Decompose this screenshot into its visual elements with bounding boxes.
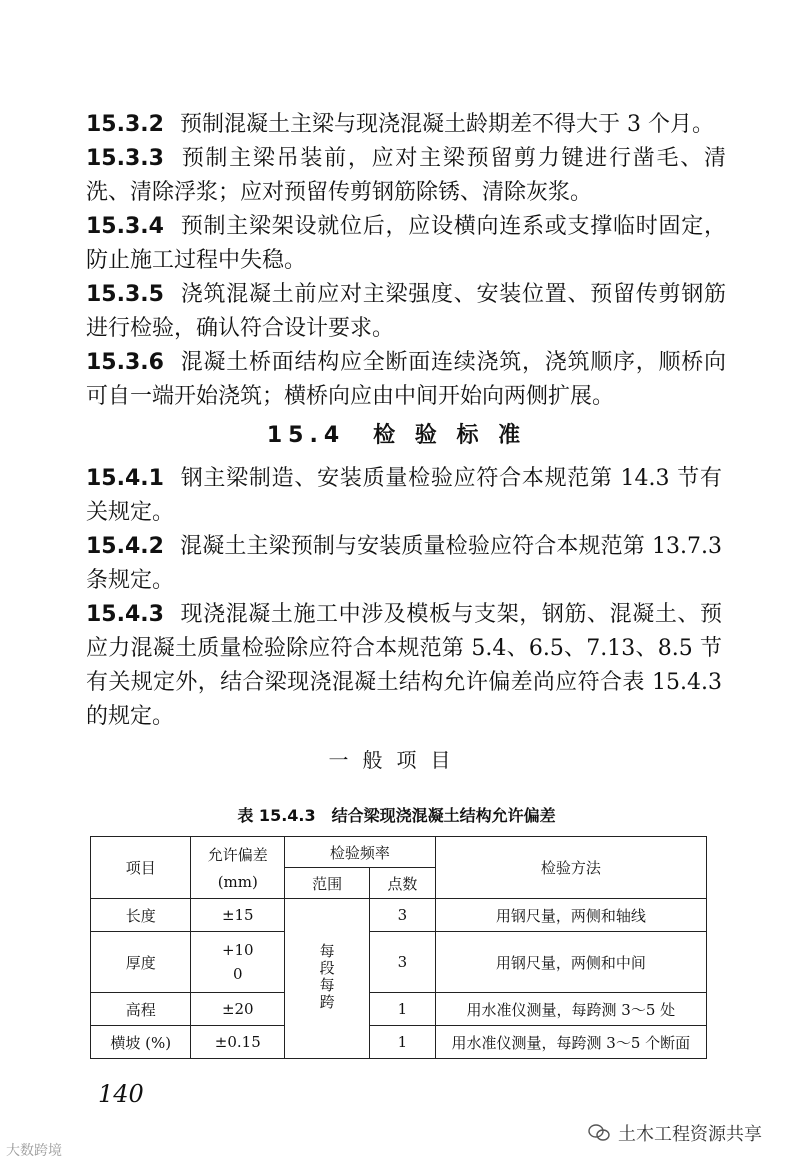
clause-text: 预制主梁架设就位后，应设横向连系或支撑临时固定，防止施工过程中失稳。 xyxy=(86,214,726,273)
table-row xyxy=(91,993,707,1026)
clause xyxy=(86,210,726,278)
table-row xyxy=(91,1026,707,1059)
clause xyxy=(86,530,722,598)
cell-item: 厚度 xyxy=(91,932,191,993)
cell-tolerance: ±0.15 xyxy=(191,1026,285,1059)
tolerance-plus: +10 xyxy=(221,941,254,959)
wechat-icon xyxy=(588,1124,610,1142)
clause xyxy=(86,462,722,530)
clause-text: 混凝土桥面结构应全断面连续浇筑，浇筑顺序，顺桥向可自一端开始浇筑；横桥向应由中间开始向两侧扩展。 xyxy=(86,350,726,409)
clause-number: 15.4.3 xyxy=(86,602,164,627)
cell-tolerance xyxy=(191,932,285,993)
clause-text: 混凝土主梁预制与安装质量检验应符合本规范第 13.7.3 条规定。 xyxy=(86,534,722,593)
cell-method: 用钢尺量，两侧和轴线 xyxy=(435,899,706,932)
section-title: 15.4 检 验 标 准 xyxy=(266,423,527,448)
table-row xyxy=(91,899,707,932)
cell-method: 用水准仪测量，每跨测 3～5 个断面 xyxy=(435,1026,706,1059)
cell-points: 3 xyxy=(370,899,436,932)
table-caption: 表 15.4.3 结合梁现浇混凝土结构允许偏差 xyxy=(237,806,556,825)
clause xyxy=(86,278,726,346)
clause-number: 15.3.5 xyxy=(86,282,164,307)
cell-points: 1 xyxy=(370,1026,436,1059)
clause-text: 预制混凝土主梁与现浇混凝土龄期差不得大于 3 个月。 xyxy=(179,112,714,137)
clause xyxy=(86,598,722,734)
clauses-15-3 xyxy=(86,108,726,414)
range-value: 每段每跨 xyxy=(317,942,336,1011)
clause-text: 预制主梁吊装前，应对主梁预留剪力键进行凿毛、清洗、清除浮浆；应对预留传剪钢筋除锈、清除灰浆。 xyxy=(86,146,726,205)
cell-tolerance: ±15 xyxy=(191,899,285,932)
cell-item: 横坡 (%) xyxy=(91,1026,191,1059)
clause-number: 15.3.4 xyxy=(86,214,164,239)
header-range: 范围 xyxy=(285,868,370,899)
watermark-right xyxy=(588,1120,762,1146)
clause-number: 15.3.6 xyxy=(86,350,164,375)
watermark-left: 大数跨境 xyxy=(6,1143,62,1159)
cell-range xyxy=(285,899,370,1059)
cell-tolerance: ±20 xyxy=(191,993,285,1026)
page-number: 140 xyxy=(98,1080,144,1108)
header-points: 点数 xyxy=(370,868,436,899)
header-item: 项目 xyxy=(91,837,191,899)
header-frequency: 检验频率 xyxy=(285,837,436,868)
clause-number: 15.4.1 xyxy=(86,466,164,491)
cell-item: 长度 xyxy=(91,899,191,932)
clause-number: 15.3.2 xyxy=(86,112,164,137)
cell-points: 1 xyxy=(370,993,436,1026)
cell-method: 用钢尺量，两侧和中间 xyxy=(435,932,706,993)
clause-text: 现浇混凝土施工中涉及模板与支架，钢筋、混凝土、预应力混凝土质量检验除应符合本规范第 5.4、6.5、7.13、8.5 节有关规定外，结合梁现浇混凝土结构允许偏差尚应符合表 15.4.3 的规定。 xyxy=(86,602,722,729)
clause xyxy=(86,346,726,414)
cell-method: 用水准仪测量，每跨测 3～5 处 xyxy=(435,993,706,1026)
header-tolerance xyxy=(191,837,285,899)
tolerance-table xyxy=(90,836,707,1059)
clause-text: 浇筑混凝土前应对主梁强度、安装位置、预留传剪钢筋进行检验，确认符合设计要求。 xyxy=(86,282,726,341)
header-tolerance-label: 允许偏差 xyxy=(207,846,268,864)
header-tolerance-unit: (mm) xyxy=(217,873,258,891)
table-row xyxy=(91,932,707,993)
watermark-right-text: 土木工程资源共享 xyxy=(618,1124,762,1145)
clause-number: 15.3.3 xyxy=(86,146,164,171)
clause xyxy=(86,108,726,142)
cell-item: 高程 xyxy=(91,993,191,1026)
clause-text: 钢主梁制造、安装质量检验应符合本规范第 14.3 节有关规定。 xyxy=(86,466,722,525)
header-method: 检验方法 xyxy=(435,837,706,899)
cell-points: 3 xyxy=(370,932,436,993)
clause-number: 15.4.2 xyxy=(86,534,164,559)
general-items-title: 一般项目 xyxy=(328,748,465,772)
clauses-15-4 xyxy=(86,462,722,734)
clause xyxy=(86,142,726,210)
tolerance-minus: 0 xyxy=(232,965,243,983)
